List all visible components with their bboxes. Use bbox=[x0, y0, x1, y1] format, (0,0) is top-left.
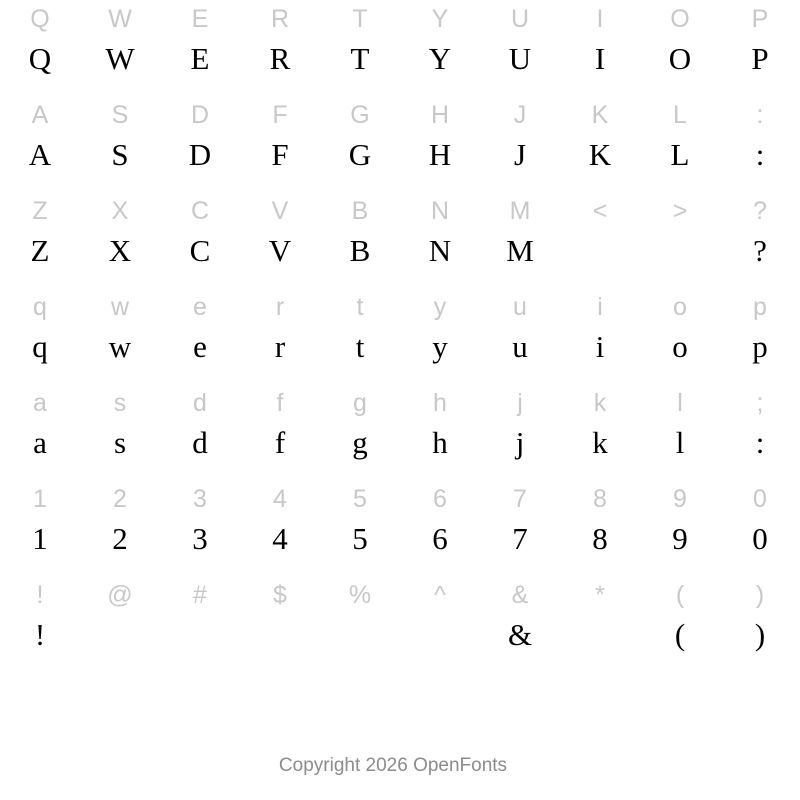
key-label: @ bbox=[107, 581, 133, 609]
glyph-cell[interactable] bbox=[720, 96, 800, 192]
glyph-cell[interactable] bbox=[160, 192, 240, 288]
key-label: 9 bbox=[673, 485, 687, 513]
glyph-sample: J bbox=[513, 137, 527, 172]
key-label: $ bbox=[273, 581, 287, 609]
key-label: 8 bbox=[593, 485, 607, 513]
glyph-cell[interactable] bbox=[480, 0, 560, 96]
glyph-cell[interactable] bbox=[400, 192, 480, 288]
glyph-cell[interactable] bbox=[0, 0, 80, 96]
glyph-sample: K bbox=[588, 137, 612, 172]
glyph-sample: O bbox=[668, 41, 692, 76]
glyph-sample: 0 bbox=[752, 521, 768, 556]
glyph-sample: C bbox=[189, 233, 211, 268]
glyph-cell[interactable] bbox=[0, 384, 80, 480]
glyph-sample: D bbox=[188, 137, 212, 172]
glyph-cell[interactable] bbox=[400, 96, 480, 192]
glyph-sample: y bbox=[432, 329, 448, 364]
key-label: < bbox=[592, 197, 608, 225]
key-label: R bbox=[270, 5, 290, 33]
key-label: > bbox=[672, 197, 688, 225]
key-label: f bbox=[276, 389, 284, 417]
key-label: U bbox=[510, 5, 530, 33]
key-label: S bbox=[111, 101, 129, 129]
key-label: u bbox=[513, 293, 527, 321]
glyph-sample: f bbox=[274, 425, 286, 460]
key-label: J bbox=[513, 101, 527, 129]
glyph-sample: j bbox=[515, 425, 525, 460]
glyph-sample: s bbox=[113, 425, 127, 460]
glyph-cell[interactable] bbox=[640, 576, 720, 672]
key-label: I bbox=[596, 5, 604, 33]
glyph-sample: B bbox=[349, 233, 371, 268]
key-label: % bbox=[348, 581, 372, 609]
glyph-cell[interactable] bbox=[560, 480, 640, 576]
glyph-cell[interactable] bbox=[240, 288, 320, 384]
glyph-cell[interactable] bbox=[0, 96, 80, 192]
glyph-cell[interactable] bbox=[80, 384, 160, 480]
glyph-cell[interactable] bbox=[400, 0, 480, 96]
key-label: d bbox=[193, 389, 207, 417]
glyph-cell[interactable] bbox=[640, 288, 720, 384]
glyph-sample: I bbox=[594, 41, 606, 76]
glyph-cell[interactable] bbox=[480, 576, 560, 672]
glyph-cell[interactable] bbox=[240, 384, 320, 480]
key-label: ^ bbox=[434, 581, 446, 609]
glyph-cell[interactable] bbox=[0, 192, 80, 288]
glyph-sample: k bbox=[592, 425, 608, 460]
key-label: W bbox=[108, 5, 132, 33]
key-label: a bbox=[33, 389, 47, 417]
glyph-sample: ) bbox=[754, 617, 766, 652]
glyph-cell[interactable] bbox=[320, 0, 400, 96]
glyph-sample: u bbox=[512, 329, 528, 364]
glyph-cell[interactable] bbox=[320, 192, 400, 288]
glyph-cell[interactable] bbox=[240, 480, 320, 576]
glyph-sample: P bbox=[751, 41, 769, 76]
glyph-cell[interactable] bbox=[720, 384, 800, 480]
glyph-sample: W bbox=[105, 41, 135, 76]
key-label: D bbox=[190, 101, 210, 129]
key-label: 0 bbox=[753, 485, 767, 513]
glyph-sample: 1 bbox=[32, 521, 48, 556]
key-label: k bbox=[593, 389, 607, 417]
key-label: : bbox=[756, 101, 764, 129]
key-label: w bbox=[110, 293, 130, 321]
glyph-sample: Y bbox=[428, 41, 452, 76]
glyph-sample: 2 bbox=[112, 521, 128, 556]
glyph-cell[interactable] bbox=[640, 192, 720, 288]
copyright-text: Copyright 2026 OpenFonts bbox=[278, 755, 508, 776]
glyph-sample: o bbox=[672, 329, 688, 364]
key-label: # bbox=[193, 581, 207, 609]
glyph-cell[interactable] bbox=[320, 96, 400, 192]
glyph-sample: ? bbox=[753, 233, 767, 268]
key-label: G bbox=[350, 101, 370, 129]
glyph-sample: r bbox=[274, 329, 286, 364]
glyph-cell[interactable] bbox=[640, 480, 720, 576]
glyph-cell[interactable] bbox=[160, 576, 240, 672]
key-label: r bbox=[275, 293, 285, 321]
glyph-cell[interactable] bbox=[320, 480, 400, 576]
glyph-sample: 7 bbox=[512, 521, 528, 556]
key-label: i bbox=[597, 293, 603, 321]
key-label: 7 bbox=[513, 485, 527, 513]
key-label: 2 bbox=[113, 485, 127, 513]
key-label: V bbox=[271, 197, 289, 225]
key-label: s bbox=[113, 389, 127, 417]
key-label: K bbox=[591, 101, 609, 129]
copyright-footer bbox=[0, 755, 800, 777]
glyph-cell[interactable] bbox=[720, 192, 800, 288]
key-label: g bbox=[353, 389, 367, 417]
glyph-sample: h bbox=[432, 425, 448, 460]
key-label: l bbox=[677, 389, 683, 417]
glyph-cell[interactable] bbox=[400, 480, 480, 576]
glyph-sample: t bbox=[355, 329, 365, 364]
glyph-cell[interactable] bbox=[720, 0, 800, 96]
glyph-sample: a bbox=[33, 425, 47, 460]
key-label: ; bbox=[756, 389, 764, 417]
key-label: 6 bbox=[433, 485, 447, 513]
glyph-cell[interactable] bbox=[560, 96, 640, 192]
glyph-sample: A bbox=[28, 137, 52, 172]
key-label: y bbox=[433, 293, 447, 321]
key-label: B bbox=[351, 197, 369, 225]
glyph-cell[interactable] bbox=[480, 480, 560, 576]
key-label: C bbox=[190, 197, 210, 225]
glyph-sample: e bbox=[193, 329, 207, 364]
glyph-cell[interactable] bbox=[80, 192, 160, 288]
glyph-cell[interactable] bbox=[160, 480, 240, 576]
glyph-sample: & bbox=[507, 617, 533, 652]
glyph-sample: S bbox=[111, 137, 129, 172]
glyph-sample: q bbox=[32, 329, 48, 364]
key-label: j bbox=[517, 389, 523, 417]
glyph-sample: : bbox=[755, 137, 765, 172]
glyph-cell[interactable] bbox=[80, 480, 160, 576]
glyph-cell[interactable] bbox=[400, 288, 480, 384]
key-label: X bbox=[111, 197, 129, 225]
glyph-cell[interactable] bbox=[80, 288, 160, 384]
glyph-cell[interactable] bbox=[480, 384, 560, 480]
glyph-sample: 8 bbox=[592, 521, 608, 556]
glyph-cell[interactable] bbox=[80, 576, 160, 672]
glyph-sample: T bbox=[350, 41, 370, 76]
glyph-sample: Q bbox=[28, 41, 52, 76]
glyph-sample: R bbox=[269, 41, 291, 76]
glyph-cell[interactable] bbox=[80, 0, 160, 96]
key-label: * bbox=[595, 581, 605, 609]
glyph-cell[interactable] bbox=[400, 384, 480, 480]
key-label: N bbox=[430, 197, 450, 225]
glyph-cell[interactable] bbox=[640, 0, 720, 96]
glyph-sample: g bbox=[352, 425, 368, 460]
glyph-cell[interactable] bbox=[240, 0, 320, 96]
key-label: 3 bbox=[193, 485, 207, 513]
glyph-sample: N bbox=[428, 233, 452, 268]
key-label: T bbox=[352, 5, 368, 33]
key-label: q bbox=[33, 293, 47, 321]
key-label: h bbox=[433, 389, 447, 417]
glyph-cell[interactable] bbox=[560, 192, 640, 288]
key-label: Q bbox=[30, 5, 50, 33]
glyph-cell[interactable] bbox=[560, 576, 640, 672]
glyph-cell[interactable] bbox=[240, 96, 320, 192]
key-label: A bbox=[31, 101, 49, 129]
glyph-sample: ! bbox=[34, 617, 46, 652]
glyph-sample: E bbox=[190, 41, 210, 76]
glyph-sample: d bbox=[192, 425, 208, 460]
glyph-sample: 9 bbox=[672, 521, 688, 556]
glyph-cell[interactable] bbox=[160, 96, 240, 192]
key-label: o bbox=[673, 293, 687, 321]
glyph-sample: X bbox=[108, 233, 132, 268]
glyph-sample: l bbox=[675, 425, 685, 460]
glyph-sample: 3 bbox=[192, 521, 208, 556]
glyph-sample: G bbox=[348, 137, 372, 172]
glyph-cell[interactable] bbox=[160, 384, 240, 480]
key-label: p bbox=[753, 293, 767, 321]
glyph-sample: L bbox=[670, 137, 690, 172]
key-label: H bbox=[430, 101, 450, 129]
glyph-sample: w bbox=[108, 329, 132, 364]
glyph-cell[interactable] bbox=[560, 384, 640, 480]
glyph-cell[interactable] bbox=[160, 288, 240, 384]
key-label: ( bbox=[675, 581, 685, 609]
glyph-sample: H bbox=[428, 137, 452, 172]
glyph-sample: M bbox=[506, 233, 534, 268]
glyph-cell[interactable] bbox=[480, 96, 560, 192]
glyph-sample: U bbox=[508, 41, 532, 76]
glyph-sample: 5 bbox=[352, 521, 368, 556]
key-label: e bbox=[193, 293, 207, 321]
key-label: F bbox=[272, 101, 288, 129]
glyph-cell[interactable] bbox=[400, 576, 480, 672]
glyph-cell[interactable] bbox=[320, 576, 400, 672]
key-label: L bbox=[673, 101, 687, 129]
key-label: & bbox=[511, 581, 529, 609]
glyph-cell[interactable] bbox=[480, 192, 560, 288]
glyph-cell[interactable] bbox=[720, 288, 800, 384]
glyph-cell[interactable] bbox=[560, 0, 640, 96]
glyph-cell[interactable] bbox=[320, 384, 400, 480]
glyph-cell[interactable] bbox=[0, 576, 80, 672]
glyph-sample: : bbox=[755, 425, 765, 460]
glyph-cell[interactable] bbox=[160, 0, 240, 96]
glyph-sample: ( bbox=[674, 617, 686, 652]
glyph-cell[interactable] bbox=[320, 288, 400, 384]
glyph-cell[interactable] bbox=[0, 480, 80, 576]
key-label: ) bbox=[755, 581, 765, 609]
glyph-cell[interactable] bbox=[480, 288, 560, 384]
glyph-cell[interactable] bbox=[720, 576, 800, 672]
glyph-cell[interactable] bbox=[240, 192, 320, 288]
key-label: O bbox=[670, 5, 690, 33]
glyph-cell[interactable] bbox=[0, 288, 80, 384]
key-label: M bbox=[509, 197, 531, 225]
glyph-cell[interactable] bbox=[240, 576, 320, 672]
key-label: t bbox=[356, 293, 364, 321]
glyph-cell[interactable] bbox=[560, 288, 640, 384]
glyph-cell[interactable] bbox=[640, 384, 720, 480]
key-label: E bbox=[191, 5, 209, 33]
key-label: 4 bbox=[273, 485, 287, 513]
glyph-cell[interactable] bbox=[640, 96, 720, 192]
key-label: Z bbox=[32, 197, 48, 225]
key-label: P bbox=[751, 5, 769, 33]
glyph-sample: F bbox=[271, 137, 289, 172]
key-label: ! bbox=[36, 581, 44, 609]
glyph-sample: 6 bbox=[432, 521, 448, 556]
glyph-sample: p bbox=[752, 329, 768, 364]
key-label: ? bbox=[753, 197, 767, 225]
key-label: 1 bbox=[33, 485, 47, 513]
glyph-sample: i bbox=[595, 329, 605, 364]
glyph-sample: Z bbox=[30, 233, 50, 268]
glyph-cell[interactable] bbox=[720, 480, 800, 576]
glyph-sample: V bbox=[268, 233, 292, 268]
glyph-sample: 4 bbox=[272, 521, 288, 556]
key-label: 5 bbox=[353, 485, 367, 513]
key-label: Y bbox=[431, 5, 449, 33]
glyph-cell[interactable] bbox=[80, 96, 160, 192]
